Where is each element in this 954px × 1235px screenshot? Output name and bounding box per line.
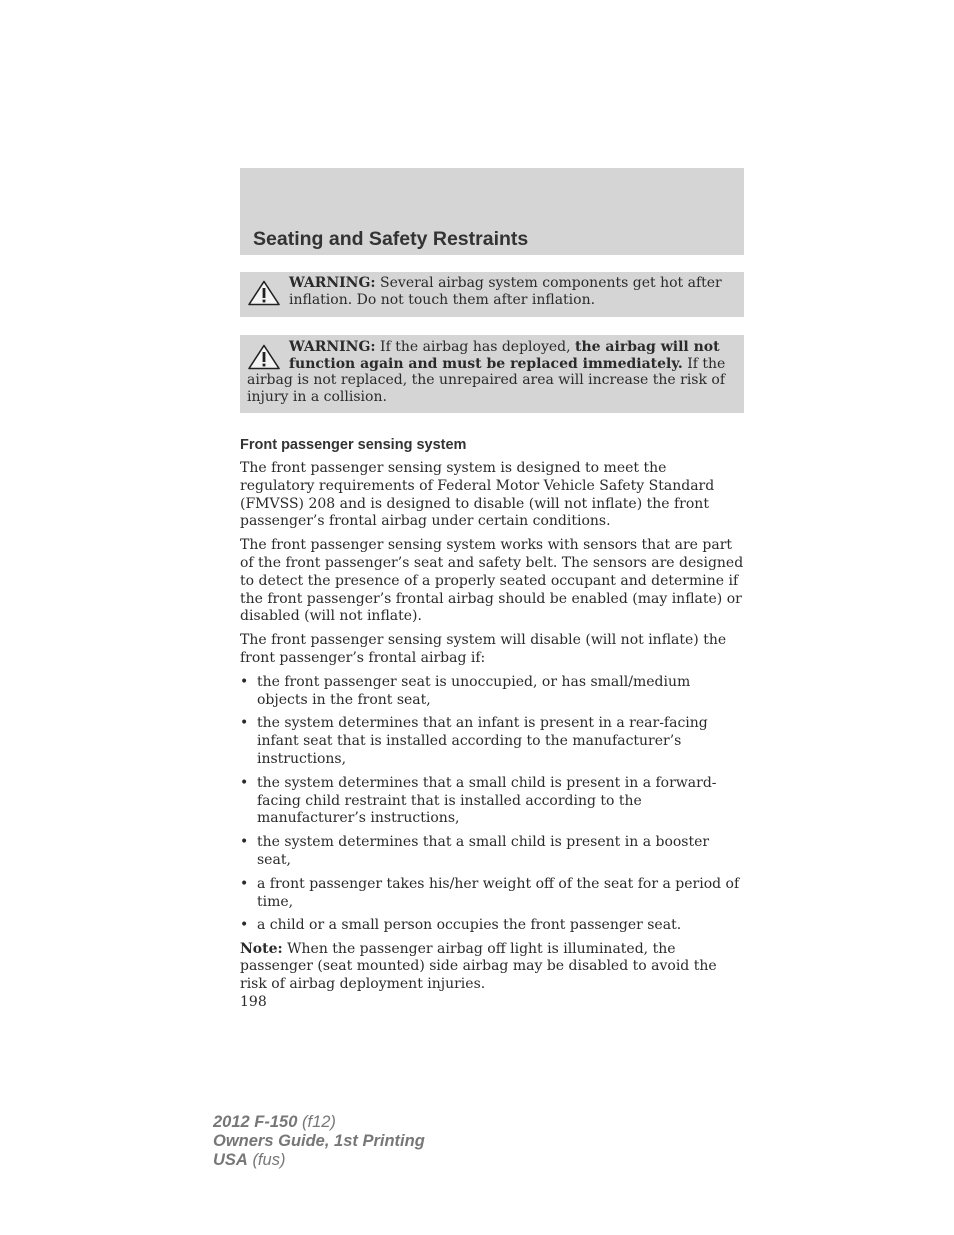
bullet-dot: • [240, 715, 249, 732]
bullet-list [240, 674, 744, 935]
list-item-text: the system determines that a small child is present in a booster seat, [257, 834, 710, 868]
footer-line-guide [213, 1132, 425, 1151]
warning-body-emphasis: the airbag will not function again and must be replaced immediately. [289, 339, 720, 372]
section-heading: Front passenger sensing system [240, 437, 467, 453]
body-paragraph: The front passenger sensing system works with sensors that are part of the front passenger’s seat and safety belt. The sensors are designed to detect the presence of a properly seated occupant and determine if the front passenger’s frontal airbag should be enabled (may inflate) or disabled (will not inflate). [240, 537, 744, 625]
warning-text [247, 275, 736, 308]
footer-model-code: (f12) [302, 1113, 336, 1131]
list-item-text: the front passenger seat is unoccupied, or has small/medium objects in the front seat, [257, 673, 691, 708]
warning-body-after: If the airbag is not replaced, the unrepaired area will increase the risk of injury in a collision. [247, 355, 726, 405]
note-text: When the passenger airbag off light is illuminated, the passenger (seat mounted) side airbag may be disabled to avoid the risk of airbag deployment injuries. [240, 941, 717, 992]
warning-triangle-icon [247, 280, 281, 306]
footer-model: 2012 F-150 [213, 1113, 298, 1131]
footer-region: USA [213, 1151, 248, 1169]
warning-label: WARNING: [289, 275, 376, 291]
page-number: 198 [240, 993, 267, 1010]
note-paragraph [240, 941, 744, 993]
note-label: Note: [240, 941, 283, 958]
warning-triangle-icon [247, 344, 281, 370]
list-item-text: the system determines that a small child is present in a forward-facing child restraint that is installed according to the manufacturer’s instructions, [257, 774, 717, 827]
bullet-dot: • [240, 673, 249, 690]
list-item-text: a child or a small person occupies the front passenger seat. [257, 917, 682, 934]
bullet-dot: • [240, 774, 249, 791]
footer-region-code: (fus) [252, 1151, 286, 1169]
list-item [240, 715, 744, 768]
footer-line-model [213, 1113, 425, 1132]
warning-body-before: If the airbag has deployed, [380, 339, 571, 355]
warning-box-hot-components [240, 272, 744, 317]
bullet-dot: • [240, 875, 249, 892]
list-item-text: a front passenger takes his/her weight off of the seat for a period of time, [257, 875, 740, 910]
body-paragraph: The front passenger sensing system will disable (will not inflate) the front passenger’s frontal airbag if: [240, 632, 727, 666]
list-item-text: the system determines that an infant is present in a rear-facing infant seat that is installed according to the manufacturer’s instructions, [257, 715, 708, 767]
list-item [240, 917, 744, 935]
warning-box-airbag-deployed [240, 335, 744, 413]
manual-page [240, 168, 744, 1010]
bullet-dot: • [240, 834, 249, 851]
footer-guide: Owners Guide, 1st Printing [213, 1132, 425, 1150]
list-item [240, 876, 744, 912]
list-item [240, 674, 744, 710]
bullet-dot: • [240, 917, 249, 934]
print-footer [213, 1113, 425, 1170]
footer-line-region [213, 1151, 425, 1170]
warning-label: WARNING: [289, 339, 376, 355]
body-paragraph: The front passenger sensing system is designed to meet the regulatory requirements of Federal Motor Vehicle Safety Standard (FMVSS) 208 and is designed to disable (will not inflate) the front passenger’s frontal airbag under certain conditions. [240, 460, 715, 530]
section-header [240, 168, 744, 255]
warning-text [247, 339, 736, 405]
list-item [240, 775, 744, 828]
section-title: Seating and Safety Restraints [253, 228, 529, 250]
warning-body: Several airbag system components get hot after inflation. Do not touch them after inflation. [289, 275, 722, 308]
list-item [240, 834, 744, 870]
